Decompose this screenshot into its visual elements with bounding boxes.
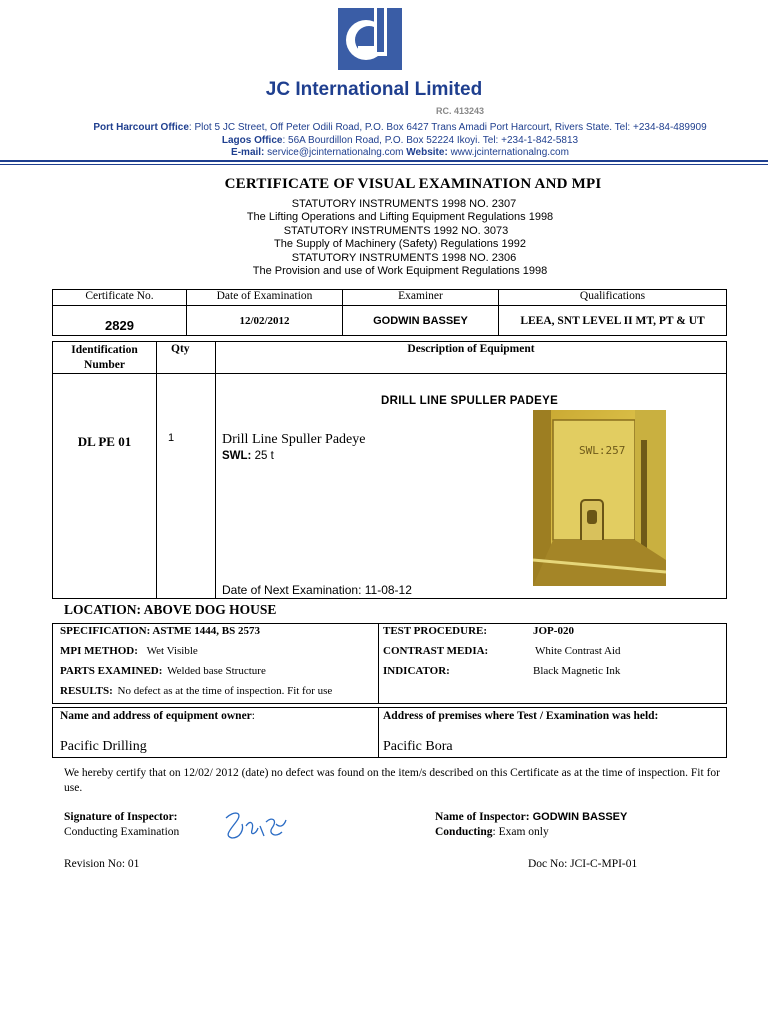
mpi-method-value: Wet Visible (146, 645, 198, 657)
identification-number: DL PE 01 (53, 374, 157, 599)
conducting-label: Conducting (435, 826, 493, 838)
quantity: 1 (157, 374, 216, 599)
spec-right-cell (379, 624, 727, 704)
regulation-line: The Supply of Machinery (Safety) Regulations 1992 (274, 238, 526, 251)
header-divider-thin (0, 164, 768, 165)
premises-cell (379, 708, 727, 758)
header-examiner: Examiner (343, 290, 499, 306)
lagos-office-line (0, 135, 768, 146)
email-link[interactable]: service@jcinternationalng.com (267, 147, 404, 158)
revision-number: Revision No: 01 (64, 858, 140, 870)
website-link[interactable]: www.jcinternationalng.com (450, 147, 569, 158)
ph-office-address: : Plot 5 JC Street, Off Peter Odili Road, P.O. Box 6427 Trans Amadi Port Harcourt, Rivers State. Tel: +234-84-489909 (188, 122, 707, 133)
owner-cell (53, 708, 379, 758)
results-value: No defect as at the time of inspection. Fit for use (117, 685, 333, 697)
certification-statement: We hereby certify that on 12/02/ 2012 (date) no defect was found on the item/s described on this Certificate as at the time of inspection. Fit for use. (64, 767, 720, 794)
owner-colon: : (251, 710, 255, 722)
inspector-name-label: Name of Inspector: (435, 811, 530, 823)
contrast-media-label: CONTRAST MEDIA: (383, 645, 489, 657)
specification-table (52, 623, 727, 704)
results-label: RESULTS: (60, 685, 113, 697)
regulation-line: The Provision and use of Work Equipment Regulations 1998 (252, 265, 548, 278)
qualifications-value: LEEA, SNT LEVEL II MT, PT & UT (499, 306, 727, 336)
certificate-number: 2829 (53, 306, 187, 336)
header-date-of-examination: Date of Examination (187, 290, 343, 306)
swl-line (222, 450, 274, 462)
examination-date: 12/02/2012 (187, 306, 343, 336)
company-rc: RC. 413243 (435, 106, 485, 116)
header-description: Description of Equipment (216, 342, 727, 374)
ph-office-line (0, 122, 768, 133)
inspector-name-row (435, 811, 627, 823)
mpi-method-row (60, 645, 198, 657)
photo-swl-marking: SWL:257 (579, 444, 626, 457)
equipment-table (52, 341, 727, 599)
regulation-line: STATUTORY INSTRUMENTS 1992 NO. 3073 (283, 224, 509, 237)
document-number: Doc No: JCI-C-MPI-01 (528, 858, 638, 870)
spec-left-cell (53, 624, 379, 704)
regulations-block (0, 198, 768, 278)
location-label: LOCATION: ABOVE DOG HOUSE (64, 602, 277, 617)
header-identification-number: Identification Number (53, 342, 157, 374)
website-label: Website: (406, 147, 448, 158)
indicator-label: INDICATOR: (383, 665, 450, 677)
regulation-line: STATUTORY INSTRUMENTS 1998 NO. 2306 (291, 251, 517, 264)
parts-examined-label: PARTS EXAMINED: (60, 665, 163, 677)
certificate-title: CERTIFICATE OF VISUAL EXAMINATION AND MPI (224, 176, 602, 192)
test-procedure-label: TEST PROCEDURE: (383, 625, 488, 637)
signature-subtitle: Conducting Examination (64, 826, 180, 838)
owner-table (52, 707, 727, 758)
owner-value: Pacific Drilling (60, 739, 147, 754)
header-qty: Qty (157, 342, 216, 374)
owner-label: Name and address of equipment owner (60, 710, 252, 722)
conducting-value: : Exam only (492, 826, 549, 838)
test-procedure-value: JOP-020 (533, 625, 574, 637)
email-label: E-mail: (231, 147, 265, 158)
signature-label: Signature of Inspector: (64, 811, 178, 823)
premises-value: Pacific Bora (383, 739, 453, 754)
mpi-method-label: MPI METHOD: (60, 645, 138, 657)
header-qualifications: Qualifications (499, 290, 727, 306)
examiner-name: GODWIN BASSEY (343, 306, 499, 336)
swl-label: SWL: (222, 450, 252, 462)
parts-examined-value: Welded base Structure (167, 665, 266, 677)
specification: SPECIFICATION: ASTME 1444, BS 2573 (60, 625, 260, 637)
lagos-office-label: Lagos Office (221, 135, 283, 146)
ph-office-label: Port Harcourt Office (93, 122, 189, 133)
header-divider (0, 160, 768, 162)
results-row (60, 685, 332, 697)
equipment-photo (533, 410, 666, 586)
contrast-media-value: White Contrast Aid (535, 645, 621, 657)
next-examination-date: Date of Next Examination: 11-08-12 (222, 583, 412, 597)
regulation-line: STATUTORY INSTRUMENTS 1998 NO. 2307 (291, 198, 517, 210)
regulation-line: The Lifting Operations and Lifting Equipment Regulations 1998 (246, 211, 554, 224)
contact-line (0, 147, 768, 158)
company-name: JC International Limited (265, 79, 483, 100)
lagos-office-address: : 56A Bourdillon Road, P.O. Box 52224 Ikoyi. Tel: +234-1-842-5813 (282, 135, 579, 146)
inspector-signature (220, 808, 292, 844)
premises-label: Address of premises where Test / Examination was held: (383, 710, 659, 722)
certificate-info-table (52, 289, 727, 336)
indicator-value: Black Magnetic Ink (533, 665, 621, 677)
owner-label-row (60, 710, 255, 722)
inspector-name-value: GODWIN BASSEY (529, 811, 628, 823)
equipment-name: Drill Line Spuller Padeye (222, 432, 366, 447)
company-logo (336, 6, 406, 74)
description-cell (216, 374, 727, 599)
photo-caption: DRILL LINE SPULLER PADEYE (381, 395, 559, 407)
swl-value: 25 t (251, 450, 274, 462)
parts-examined-row (60, 665, 266, 677)
conducting-row (435, 826, 549, 838)
header-certificate-no: Certificate No. (53, 290, 187, 306)
